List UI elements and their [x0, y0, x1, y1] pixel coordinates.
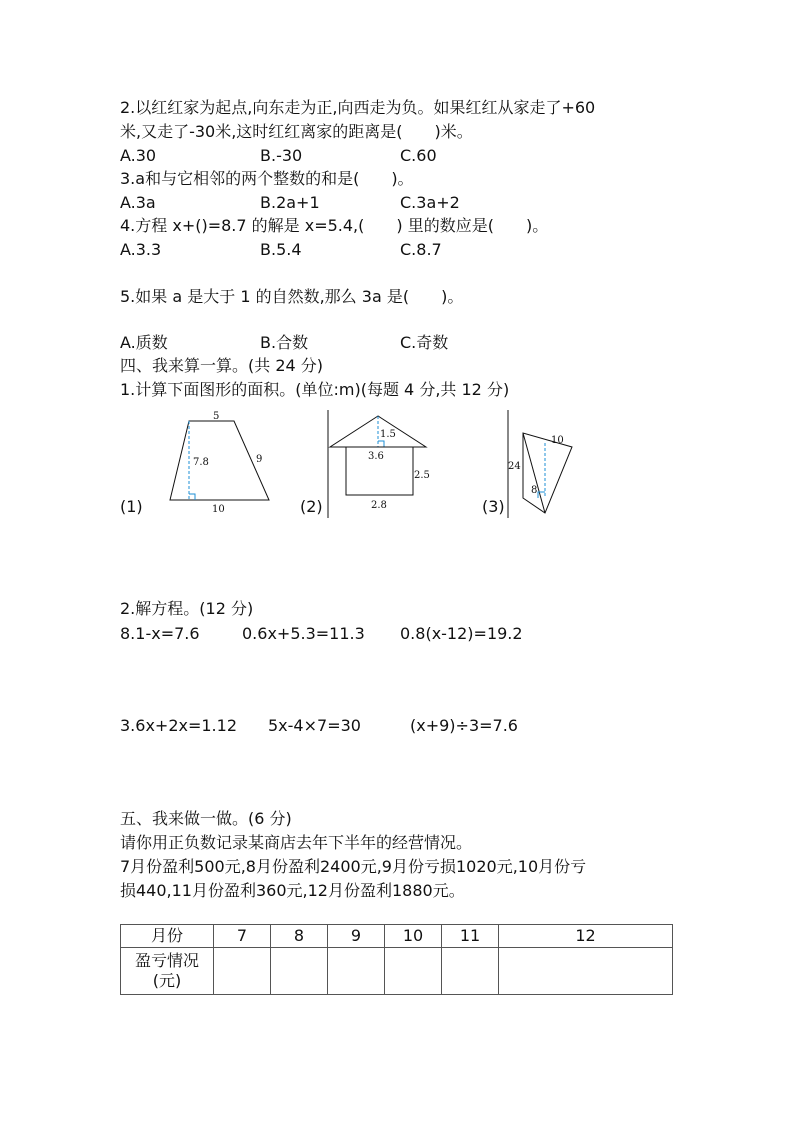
profit-loss-unit: (元) — [152, 971, 182, 990]
section4-sub1: 1.计算下面图形的面积。(单位:m)(每题 4 分,共 12 分) — [120, 380, 510, 399]
equation-2: 0.6x+5.3=11.3 — [242, 624, 365, 643]
equation-5: 5x-4×7=30 — [268, 716, 361, 735]
figure-2-rect-width-label: 2.8 — [371, 500, 387, 511]
figure-2-rect-height-label: 2.5 — [414, 470, 430, 481]
figure-1-height-label: 7.8 — [193, 457, 209, 468]
figure-2-roof-base-label: 3.6 — [368, 451, 384, 462]
q4-option-c: C.8.7 — [400, 240, 442, 259]
equation-3: 0.8(x-12)=19.2 — [400, 624, 523, 643]
table-header-month-12: 12 — [499, 925, 673, 948]
q3-option-c: C.3a+2 — [400, 193, 460, 212]
q3-option-a: A.3a — [120, 193, 156, 212]
answer-cell-11[interactable] — [442, 948, 499, 995]
q5-stem: 5.如果 a 是大于 1 的自然数,那么 3a 是( )。 — [120, 287, 464, 306]
answer-cell-8[interactable] — [271, 948, 328, 995]
figure-3-height-label: 8 — [531, 485, 538, 496]
profit-loss-label: 盈亏情况 — [134, 951, 199, 970]
table-header-month: 月份 — [121, 925, 214, 948]
figure-3-label: (3) — [482, 497, 505, 516]
q2-stem-line2: 米,又走了-30米,这时红红离家的距离是( )米。 — [120, 122, 473, 141]
equation-6: (x+9)÷3=7.6 — [410, 716, 518, 735]
section5-data-line2: 损440,11月份盈利360元,12月份盈利1880元。 — [120, 881, 465, 900]
section5-heading: 五、我来做一做。(6 分) — [120, 809, 292, 828]
figure-2-label: (2) — [300, 497, 323, 516]
figure-2-roof-height-label: 1.5 — [380, 429, 396, 440]
table-header-month-8: 8 — [271, 925, 328, 948]
table-header-profit-loss — [121, 948, 214, 995]
q4-option-a: A.3.3 — [120, 240, 162, 259]
q5-option-c: C.奇数 — [400, 333, 449, 352]
answer-cell-12[interactable] — [499, 948, 673, 995]
q5-option-b: B.合数 — [260, 333, 309, 352]
answer-cell-10[interactable] — [385, 948, 442, 995]
figure-3-left-label: 24 — [508, 461, 521, 472]
q4-stem: 4.方程 x+()=8.7 的解是 x=5.4,( ) 里的数应是( )。 — [120, 216, 549, 235]
q2-option-b: B.-30 — [260, 146, 303, 165]
table-header-month-11: 11 — [442, 925, 499, 948]
q2-option-a: A.30 — [120, 146, 157, 165]
figure-1-label: (1) — [120, 497, 143, 516]
equation-1: 8.1-x=7.6 — [120, 624, 200, 643]
table-row — [121, 925, 673, 948]
section4-heading: 四、我来算一算。(共 24 分) — [120, 356, 324, 375]
q5-option-a: A.质数 — [120, 333, 168, 352]
section4-sub2: 2.解方程。(12 分) — [120, 599, 254, 618]
q4-option-b: B.5.4 — [260, 240, 302, 259]
table-header-month-7: 7 — [214, 925, 271, 948]
figure-1-bottom-label: 10 — [212, 504, 225, 515]
table-row — [121, 948, 673, 995]
figure-1-top-label: 5 — [213, 411, 220, 422]
answer-cell-9[interactable] — [328, 948, 385, 995]
q3-stem: 3.a和与它相邻的两个整数的和是( )。 — [120, 169, 414, 188]
figure-1-trapezoid — [170, 411, 269, 515]
section5-data-line1: 7月份盈利500元,8月份盈利2400元,9月份亏损1020元,10月份亏 — [120, 857, 587, 876]
figure-3-triangle — [508, 433, 572, 513]
q2-stem-line1: 2.以红红家为起点,向东走为正,向西走为负。如果红红从家走了+60 — [120, 98, 596, 117]
profit-loss-table — [120, 924, 673, 995]
geometry-figures — [0, 0, 794, 560]
q3-option-b: B.2a+1 — [260, 193, 320, 212]
figure-3-top-label: 10 — [551, 435, 564, 446]
table-header-month-9: 9 — [328, 925, 385, 948]
answer-cell-7[interactable] — [214, 948, 271, 995]
figure-2-house — [330, 416, 430, 511]
q2-option-c: C.60 — [400, 146, 437, 165]
figure-1-side-label: 9 — [256, 454, 263, 465]
section5-intro: 请你用正负数记录某商店去年下半年的经营情况。 — [120, 833, 473, 852]
table-header-month-10: 10 — [385, 925, 442, 948]
equation-4: 3.6x+2x=1.12 — [120, 716, 237, 735]
